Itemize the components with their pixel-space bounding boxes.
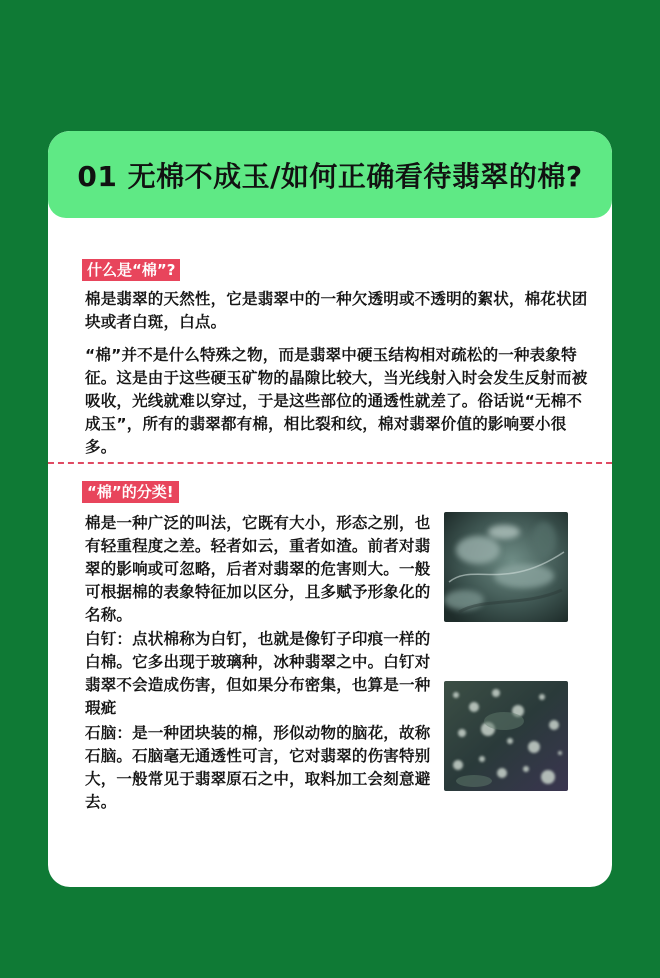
- section-tag-what-is-cotton: 什么是“棉”?: [82, 259, 180, 281]
- classification-paragraph: 棉是一种广泛的叫法，它既有大小，形态之别，也有轻重程度之差。轻者如云，重者如渣。前者对翡翠的影响或可忽略，后者对翡翠的危害则大。一般可根据棉的表象特征加以区分，且多赋予形象化的名称。: [85, 514, 431, 624]
- content-card: [48, 131, 612, 887]
- stone-brain-paragraph: 石脑：是一种团块装的棉，形似动物的脑花，故称石脑。石脑毫无通透性可言，它对翡翠的伤害特别大，一般常见于翡翠原石之中，取料加工会刻意避去。: [85, 724, 431, 811]
- explanation-paragraph: “棉”并不是什么特殊之物，而是翡翠中硬玉结构相对疏松的一种表象特征。这是由于这些硬玉矿物的晶隙比较大，当光线射入时会发生反射而被吸收，光线就难以穿过，于是这些部位的通透性就差了。俗话说“无棉不成玉”，所有的翡翠都有棉，相比裂和纹，棉对翡翠价值的影响要小很多。: [85, 346, 588, 456]
- jade-white-spots-photo: [444, 681, 568, 791]
- section-tag-classification: “棉”的分类!: [82, 481, 179, 503]
- jade-cotton-photo-1: [444, 512, 568, 622]
- intro-paragraph: 棉是翡翠的天然性，它是翡翠中的一种欠透明或不透明的絮状，棉花状团块或者白斑，白点。: [85, 290, 588, 331]
- page-title: 01 无棉不成玉/如何正确看待翡翠的棉?: [77, 159, 583, 193]
- section-divider: [48, 462, 612, 464]
- title-banner: [48, 131, 612, 218]
- white-nail-paragraph: 白钉：点状棉称为白钉，也就是像钉子印痕一样的白棉。它多出现于玻璃种，冰种翡翠之中。白钉对翡翠不会造成伤害，但如果分布密集，也算是一种瑕疵: [85, 630, 431, 717]
